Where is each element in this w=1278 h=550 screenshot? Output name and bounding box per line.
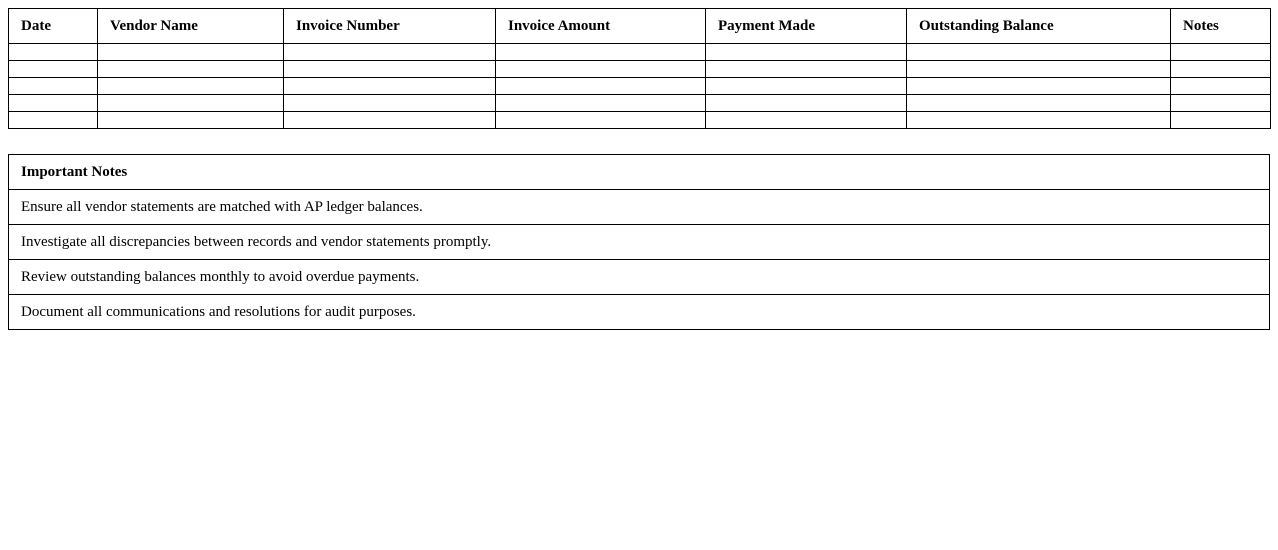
vendor-reconciliation-table: [8, 8, 1271, 129]
table-cell: [1171, 61, 1271, 78]
note-text: Ensure all vendor statements are matched with AP ledger balances.: [9, 190, 1270, 225]
table-cell: [284, 44, 496, 61]
table-cell: [98, 95, 284, 112]
table-cell: [496, 44, 706, 61]
note-text: Investigate all discrepancies between records and vendor statements promptly.: [9, 225, 1270, 260]
table-cell: [706, 61, 907, 78]
table-cell: [98, 44, 284, 61]
notes-heading: Important Notes: [9, 155, 1270, 190]
column-header-invoice-number: Invoice Number: [284, 9, 496, 44]
column-header-payment-made: Payment Made: [706, 9, 907, 44]
column-header-vendor-name: Vendor Name: [98, 9, 284, 44]
column-header-date: Date: [9, 9, 98, 44]
table-cell: [907, 44, 1171, 61]
table-cell: [706, 112, 907, 129]
column-header-invoice-amount: Invoice Amount: [496, 9, 706, 44]
list-item: [9, 225, 1270, 260]
table-cell: [1171, 95, 1271, 112]
note-text: Review outstanding balances monthly to avoid overdue payments.: [9, 260, 1270, 295]
table-cell: [9, 112, 98, 129]
list-item: [9, 190, 1270, 225]
table-cell: [706, 78, 907, 95]
table-row: [9, 95, 1271, 112]
table-cell: [1171, 78, 1271, 95]
table-cell: [907, 112, 1171, 129]
column-header-notes: Notes: [1171, 9, 1271, 44]
table-cell: [706, 44, 907, 61]
table-row: [9, 44, 1271, 61]
table-cell: [496, 78, 706, 95]
table-cell: [1171, 112, 1271, 129]
table-cell: [98, 78, 284, 95]
note-text: Document all communications and resolutions for audit purposes.: [9, 295, 1270, 330]
table-cell: [907, 61, 1171, 78]
table-row: [9, 61, 1271, 78]
table-cell: [284, 95, 496, 112]
table-cell: [907, 78, 1171, 95]
list-item: [9, 260, 1270, 295]
table-cell: [9, 95, 98, 112]
table-cell: [284, 112, 496, 129]
table-cell: [284, 78, 496, 95]
column-header-outstanding-balance: Outstanding Balance: [907, 9, 1171, 44]
table-cell: [496, 112, 706, 129]
table-cell: [496, 61, 706, 78]
list-item: [9, 295, 1270, 330]
table-cell: [9, 78, 98, 95]
table-cell: [907, 95, 1171, 112]
table-cell: [284, 61, 496, 78]
table-cell: [1171, 44, 1271, 61]
important-notes-table: [8, 154, 1270, 330]
table-cell: [496, 95, 706, 112]
table-cell: [98, 112, 284, 129]
table-cell: [706, 95, 907, 112]
table-row: [9, 78, 1271, 95]
notes-header-row: [9, 155, 1270, 190]
table-cell: [9, 61, 98, 78]
table-cell: [98, 61, 284, 78]
table-header-row: [9, 9, 1271, 44]
table-row: [9, 112, 1271, 129]
table-cell: [9, 44, 98, 61]
